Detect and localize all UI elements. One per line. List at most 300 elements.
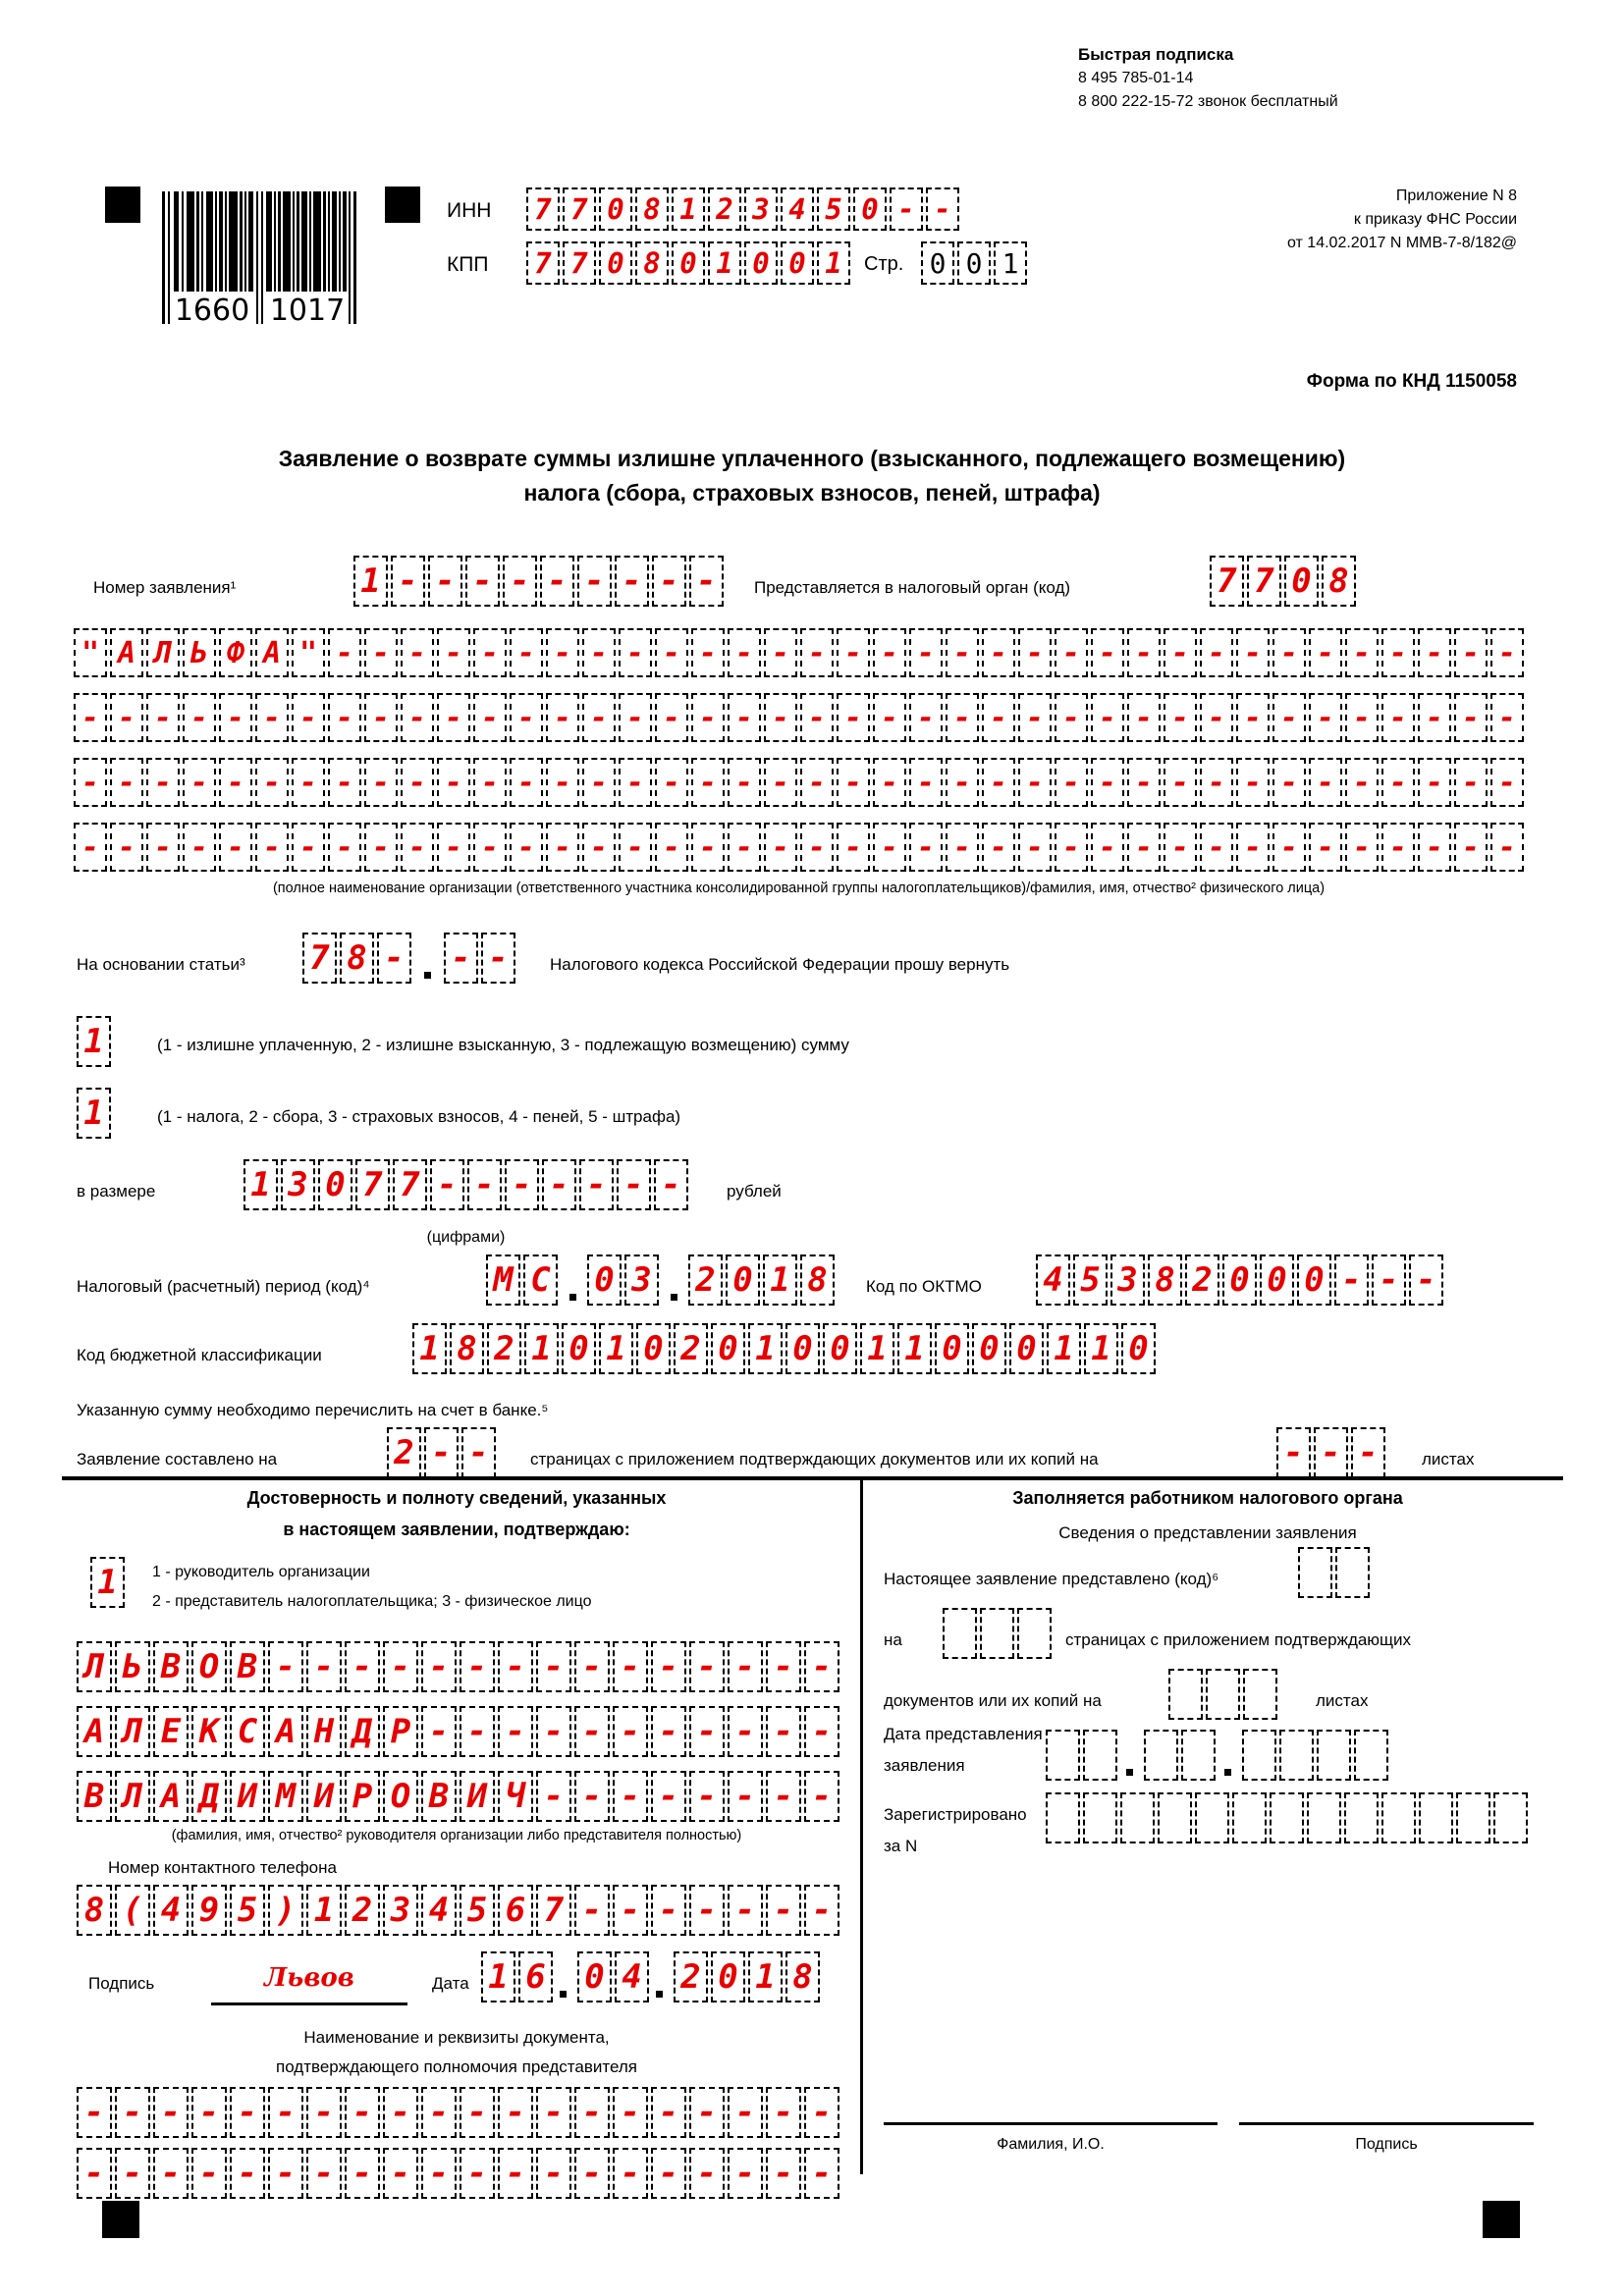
appendix-line-1: Приложение N 8 (1395, 187, 1517, 204)
form-cell: 2 (688, 1255, 723, 1306)
form-cell: - (982, 693, 1015, 742)
form-cell: - (255, 823, 289, 872)
form-cell: 0 (1284, 556, 1319, 607)
form-cell: - (619, 823, 652, 872)
form-cell (1381, 1792, 1416, 1843)
form-cell: - (728, 1706, 763, 1757)
form-cell: - (613, 2087, 648, 2138)
form-cell (1168, 1669, 1203, 1720)
form-cell: - (1334, 1255, 1369, 1306)
form-cell: - (766, 2148, 801, 2199)
office-pages-suffix: страницах с приложением подтверждающих (1065, 1630, 1412, 1649)
form-cell: - (728, 2148, 763, 2199)
form-cell: - (1490, 823, 1524, 872)
form-cell (1456, 1792, 1490, 1843)
form-cell: - (1091, 628, 1124, 677)
amount-caption: (цифрами) (426, 1229, 506, 1246)
doc-title-line-1: Наименование и реквизиты документа, (303, 2028, 610, 2047)
form-cell: - (546, 693, 579, 742)
form-cell: - (503, 556, 537, 607)
form-cell: - (1055, 693, 1088, 742)
form-cell: 3 (744, 187, 778, 231)
form-cell: - (498, 2148, 533, 2199)
form-cell: - (191, 2087, 227, 2138)
form-cell: - (873, 758, 906, 807)
form-cell: - (982, 628, 1015, 677)
tax-period-code-field (486, 1255, 558, 1306)
form-cell: - (655, 693, 688, 742)
form-cell: 0 (972, 1323, 1006, 1374)
form-cell: 1 (77, 1088, 111, 1139)
form-cell: - (1381, 628, 1415, 677)
form-cell (1270, 1792, 1304, 1843)
form-cell: - (498, 1641, 533, 1692)
form-cell: - (77, 2148, 112, 2199)
form-cell: - (1272, 693, 1306, 742)
form-cell: - (255, 693, 289, 742)
form-cell: - (306, 1641, 342, 1692)
form-cell (1083, 1730, 1117, 1781)
form-cell: - (473, 758, 507, 807)
form-cell: - (728, 1641, 763, 1692)
form-cell: - (652, 556, 686, 607)
form-cell: - (268, 2087, 303, 2138)
article-number-field (302, 933, 411, 984)
form-cell: 8 (800, 1255, 835, 1306)
article-suffix: Налогового кодекса Российской Федерации прошу вернуть (550, 955, 1010, 974)
form-cell: 1 (897, 1323, 932, 1374)
form-cell: - (1418, 823, 1451, 872)
form-cell: 0 (1009, 1323, 1044, 1374)
form-cell: - (837, 823, 870, 872)
form-cell: - (268, 1641, 303, 1692)
org-name-row-4 (74, 823, 1524, 872)
article-separator-dot (424, 972, 431, 979)
form-cell: - (1454, 628, 1488, 677)
form-cell: - (421, 2148, 457, 2199)
form-cell: Л (77, 1641, 112, 1692)
signer-code-field (90, 1557, 125, 1608)
form-cell: 5 (817, 187, 850, 231)
form-cell: - (1490, 628, 1524, 677)
corner-mark-bottom-left (102, 2201, 139, 2238)
form-cell: 1 (599, 1323, 633, 1374)
form-cell: - (1345, 693, 1379, 742)
form-cell: А (268, 1706, 303, 1757)
form-cell: - (1164, 628, 1197, 677)
form-cell: - (364, 628, 398, 677)
form-cell (980, 1608, 1014, 1659)
org-name-caption: (полное наименование организации (ответственного участника консолидированной группы налогоплательщиков)/фамилия, имя, отчество² физического лица) (272, 881, 1326, 896)
form-cell: 7 (393, 1159, 427, 1210)
form-cell: 1 (748, 1323, 783, 1374)
form-cell: К (191, 1706, 227, 1757)
form-knd-code: Форма по КНД 1150058 (1306, 371, 1517, 392)
form-cell: - (982, 823, 1015, 872)
form-cell: " (74, 628, 107, 677)
form-cell: - (146, 693, 180, 742)
form-cell: - (1018, 628, 1052, 677)
composed-suffix: листах (1422, 1450, 1475, 1468)
office-date-day-field (1046, 1730, 1117, 1781)
form-cell: 7 (526, 241, 560, 285)
kbk-field (412, 1323, 1156, 1374)
confirm-title-line-2: в настоящем заявлении, подтверждаю: (283, 1520, 630, 1539)
form-cell: - (1454, 823, 1488, 872)
form-cell: 8 (1148, 1255, 1182, 1306)
form-cell: - (909, 758, 943, 807)
fio-caption: (фамилия, имя, отчество² руководителя организации либо представителя полностью) (171, 1828, 742, 1843)
office-signature-label: Подпись (1355, 2136, 1418, 2153)
form-cell: - (691, 758, 725, 807)
form-cell: - (800, 758, 834, 807)
form-cell: - (926, 187, 959, 231)
form-cell: - (536, 1706, 571, 1757)
form-cell: - (582, 823, 616, 872)
form-cell: - (619, 693, 652, 742)
form-cell: - (651, 1885, 686, 1936)
form-cell: - (764, 758, 797, 807)
form-cell: - (764, 823, 797, 872)
form-cell: 1 (817, 241, 850, 285)
office-signature-line (1239, 2122, 1534, 2125)
form-cell: - (115, 2087, 150, 2138)
form-cell: - (1091, 823, 1124, 872)
form-cell: 7 (563, 187, 596, 231)
office-sheets-field (1168, 1669, 1277, 1720)
form-cell: - (444, 933, 478, 984)
form-cell: - (1236, 628, 1270, 677)
form-cell (1344, 1792, 1379, 1843)
form-cell: - (536, 2148, 571, 2199)
form-cell: 1 (306, 1885, 342, 1936)
form-cell: - (691, 628, 725, 677)
form-cell: 2 (387, 1427, 421, 1478)
form-cell: Д (191, 1771, 227, 1822)
form-cell: - (230, 2087, 265, 2138)
form-cell: 1 (1047, 1323, 1081, 1374)
form-cell: - (766, 1885, 801, 1936)
amount-suffix: рублей (727, 1182, 782, 1201)
form-cell: 0 (711, 1951, 745, 2002)
corner-mark-top-right (385, 187, 420, 223)
form-cell: - (110, 823, 143, 872)
org-name-row-2 (74, 693, 1524, 742)
form-cell: 1 (412, 1323, 447, 1374)
form-cell: 1 (994, 241, 1027, 285)
form-cell: Л (146, 628, 180, 677)
form-cell: Е (153, 1706, 189, 1757)
form-cell: - (582, 628, 616, 677)
form-cell: 8 (635, 187, 669, 231)
form-cell: 5 (1073, 1255, 1108, 1306)
form-cell: - (764, 693, 797, 742)
form-cell: - (579, 1159, 614, 1210)
form-cell: - (510, 758, 543, 807)
form-cell: - (909, 628, 943, 677)
form-cell: - (328, 693, 361, 742)
form-cell: - (110, 758, 143, 807)
office-date-dot-2 (1224, 1769, 1231, 1776)
form-cell: - (1418, 693, 1451, 742)
form-cell: - (946, 693, 979, 742)
form-cell: - (115, 2148, 150, 2199)
signature-label: Подпись (88, 1974, 155, 1993)
form-cell: - (391, 556, 425, 607)
form-cell: ) (268, 1885, 303, 1936)
form-cell: О (191, 1641, 227, 1692)
form-cell (943, 1608, 977, 1659)
form-cell: - (654, 1159, 688, 1210)
form-cell: - (306, 2148, 342, 2199)
form-cell: 1 (481, 1951, 515, 2002)
article-part-field (444, 933, 515, 984)
form-cell: - (982, 758, 1015, 807)
form-cell: - (1418, 628, 1451, 677)
form-cell (1317, 1730, 1351, 1781)
kbk-label: Код бюджетной классификации (77, 1346, 322, 1364)
form-cell: Л (115, 1771, 150, 1822)
form-cell (1279, 1730, 1314, 1781)
corner-mark-bottom-right (1483, 2201, 1520, 2238)
form-cell: 4 (781, 187, 814, 231)
form-cell: 7 (526, 187, 560, 231)
form-cell: - (651, 2087, 686, 2138)
form-cell: - (421, 2087, 457, 2138)
form-cell: - (328, 823, 361, 872)
form-cell: - (345, 1641, 380, 1692)
form-cell (1298, 1547, 1332, 1598)
registration-number-field (1046, 1792, 1528, 1843)
form-cell: - (481, 933, 515, 984)
barcode-digits-right: 1017 (269, 294, 346, 327)
form-cell: - (383, 1641, 418, 1692)
form-cell: - (536, 2087, 571, 2138)
form-cell: Ь (115, 1641, 150, 1692)
form-cell: - (364, 693, 398, 742)
form-cell: - (460, 1641, 495, 1692)
inn-field (526, 187, 959, 231)
form-cell: 7 (1247, 556, 1281, 607)
form-cell: С (523, 1255, 558, 1306)
form-cell: - (1018, 823, 1052, 872)
form-cell: - (1345, 628, 1379, 677)
form-cell: - (1091, 693, 1124, 742)
form-cell: Н (306, 1706, 342, 1757)
form-cell: - (766, 2087, 801, 2138)
form-cell: - (764, 628, 797, 677)
form-cell: - (401, 823, 434, 872)
corner-mark-top-left (105, 187, 140, 223)
form-cell: - (1309, 693, 1342, 742)
form-cell: 1 (860, 1323, 894, 1374)
form-cell (1181, 1730, 1216, 1781)
form-cell: - (146, 758, 180, 807)
form-cell (1354, 1730, 1388, 1781)
registered-label-2: за N (884, 1837, 918, 1855)
form-cell: 0 (823, 1323, 857, 1374)
form-cell: Д (345, 1706, 380, 1757)
form-cell: - (460, 1706, 495, 1757)
signature-value: Львов (264, 1963, 354, 1993)
form-cell: - (430, 1159, 464, 1210)
form-cell: - (1272, 758, 1306, 807)
form-cell: 1 (353, 556, 388, 607)
form-cell: - (465, 556, 500, 607)
form-cell (1046, 1792, 1080, 1843)
form-cell: - (1200, 758, 1233, 807)
tax-period-year-field (688, 1255, 835, 1306)
form-cell: В (421, 1771, 457, 1822)
registered-label-1: Зарегистрировано (884, 1805, 1027, 1824)
form-cell (1232, 1792, 1267, 1843)
form-cell: - (1236, 758, 1270, 807)
date-day-field (481, 1951, 553, 2002)
form-cell: - (1164, 823, 1197, 872)
application-number-label: Номер заявления¹ (93, 578, 237, 597)
form-cell (1195, 1792, 1229, 1843)
form-cell (1158, 1792, 1192, 1843)
composed-sheets-field (1276, 1427, 1385, 1478)
form-cell: - (890, 187, 923, 231)
form-cell: - (498, 1706, 533, 1757)
form-cell: - (655, 823, 688, 872)
signer-firstname-field (77, 1706, 839, 1757)
oktmo-label: Код по ОКТМО (866, 1277, 982, 1296)
form-cell: 8 (340, 933, 374, 984)
form-cell (1493, 1792, 1528, 1843)
form-cell: 4 (421, 1885, 457, 1936)
hotline-block (1078, 43, 1338, 114)
form-cell: 8 (1322, 556, 1356, 607)
form-cell: И (460, 1771, 495, 1822)
form-cell: 5 (230, 1885, 265, 1936)
form-cell: О (383, 1771, 418, 1822)
form-cell: - (292, 693, 325, 742)
form-cell: - (377, 933, 411, 984)
form-cell: - (230, 2148, 265, 2199)
form-cell: - (1418, 758, 1451, 807)
form-cell: - (873, 628, 906, 677)
amount-label: в размере (77, 1182, 156, 1201)
form-cell: - (909, 693, 943, 742)
refund-type-legend: (1 - излишне уплаченную, 2 - излишне взысканную, 3 - подлежащую возмещению) сумму (157, 1036, 849, 1054)
signer-surname-field (77, 1641, 839, 1692)
form-cell: В (77, 1771, 112, 1822)
form-cell: - (153, 2087, 189, 2138)
form-cell: - (1381, 823, 1415, 872)
form-cell: 1 (1084, 1323, 1118, 1374)
form-cell: А (110, 628, 143, 677)
form-cell: - (766, 1771, 801, 1822)
office-date-month-field (1144, 1730, 1216, 1781)
form-cell: 0 (921, 241, 954, 285)
date-separator-dot-2 (656, 1991, 663, 1998)
form-cell: - (837, 758, 870, 807)
confirm-title-line-1: Достоверность и полноту сведений, указанных (246, 1488, 667, 1508)
form-cell (1120, 1792, 1155, 1843)
refund-type-field (77, 1016, 111, 1067)
form-cell: - (1381, 758, 1415, 807)
form-cell: Р (383, 1706, 418, 1757)
signer-legend-2: 2 - представитель налогоплательщика; 3 - физическое лицо (152, 1593, 592, 1610)
amount-field (244, 1159, 688, 1210)
form-cell: - (804, 2087, 839, 2138)
form-cell: - (1372, 1255, 1406, 1306)
form-cell: - (946, 758, 979, 807)
form-cell: - (689, 1771, 725, 1822)
bank-transfer-note: Указанную сумму необходимо перечислить на счет в банке.⁵ (77, 1401, 549, 1419)
appendix-line-2: к приказу ФНС России (1353, 211, 1517, 228)
form-cell: 2 (708, 187, 741, 231)
form-cell: - (582, 758, 616, 807)
form-cell: - (804, 1885, 839, 1936)
form-cell: М (486, 1255, 520, 1306)
form-cell: А (153, 1771, 189, 1822)
submission-code-field (1298, 1547, 1370, 1598)
form-cell: - (689, 2087, 725, 2138)
form-cell: - (345, 2087, 380, 2138)
form-cell: 0 (672, 241, 705, 285)
hotline-phone-2: 8 800 222-15-72 звонок бесплатный (1078, 93, 1338, 110)
form-cell: 4 (615, 1951, 649, 2002)
tax-office-title: Заполняется работником налогового органа (1012, 1488, 1403, 1508)
form-cell (1335, 1547, 1370, 1598)
form-cell: - (110, 693, 143, 742)
form-cell: - (1164, 758, 1197, 807)
form-cell: 0 (562, 1323, 596, 1374)
form-cell: 7 (302, 933, 337, 984)
period-separator-dot-2 (671, 1294, 677, 1301)
tax-period-month-field (587, 1255, 659, 1306)
form-cell: - (505, 1159, 539, 1210)
form-cell: - (1345, 823, 1379, 872)
form-cell: - (437, 628, 470, 677)
oktmo-field (1036, 1255, 1443, 1306)
org-name-row-1 (74, 628, 1524, 677)
form-cell: - (619, 628, 652, 677)
hotline-title: Быстрая подписка (1078, 45, 1234, 64)
form-cell: - (473, 628, 507, 677)
form-cell (1307, 1792, 1341, 1843)
phone-field (77, 1885, 839, 1936)
form-cell: - (546, 758, 579, 807)
form-cell: - (1351, 1427, 1385, 1478)
office-date-label-2: заявления (884, 1756, 965, 1775)
form-cell: 4 (1036, 1255, 1070, 1306)
form-cell: - (804, 2148, 839, 2199)
kpp-label: КПП (447, 253, 489, 276)
form-cell: - (1309, 758, 1342, 807)
form-cell: - (1018, 758, 1052, 807)
form-cell: - (689, 556, 724, 607)
form-cell: - (800, 628, 834, 677)
form-cell: 6 (498, 1885, 533, 1936)
form-cell: 0 (1222, 1255, 1257, 1306)
form-cell: - (1236, 693, 1270, 742)
form-cell: - (219, 823, 252, 872)
form-cell: - (473, 823, 507, 872)
office-date-label-1: Дата представления (884, 1725, 1043, 1743)
form-cell: 7 (1210, 556, 1244, 607)
application-number-field (353, 556, 724, 607)
form-cell: - (728, 823, 761, 872)
form-cell: - (728, 1771, 763, 1822)
form-cell: - (689, 2148, 725, 2199)
date-month-field (577, 1951, 649, 2002)
form-cell: М (268, 1771, 303, 1822)
form-cell: 0 (318, 1159, 352, 1210)
